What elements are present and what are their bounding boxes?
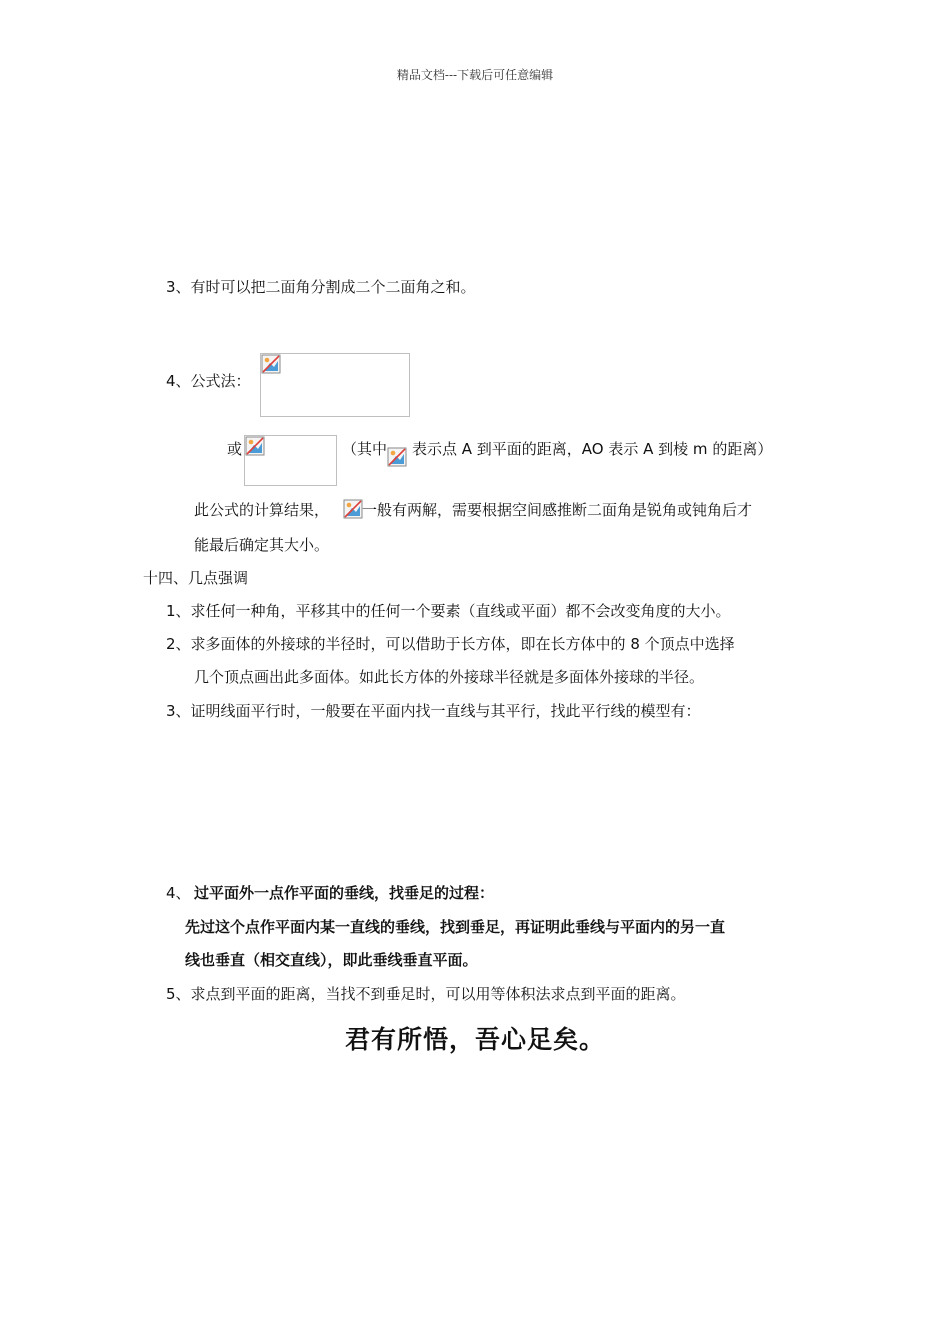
formula-label: 4、公式法： [166,372,251,390]
calc-text-c: 能最后确定其大小。 [194,536,330,554]
point-3: 3、证明线面平行时，一般要在平面内找一直线与其平行，找此平行线的模型有： [166,702,701,720]
inline-image-2 [343,499,363,521]
broken-image-icon [245,436,265,456]
broken-image-icon [343,499,363,519]
page-header: 精品文档---下载后可任意编辑 [396,68,554,82]
formula-image-2 [244,435,337,486]
section-title: 十四、几点强调 [143,569,249,587]
closing-line: 君有所悟，吾心足矣。 [344,1025,605,1054]
paren-text-b: 表示点 A 到平面的距离，AO 表示 A 到棱 m 的距离） [412,440,773,458]
calc-text-a: 此公式的计算结果， [194,501,330,519]
broken-image-icon [387,447,407,467]
calc-text-b: 一般有两解，需要根据空间感推断二面角是锐角或钝角后才 [362,501,753,519]
or-text: 或 [227,440,243,458]
point-4 [194,882,494,904]
point-1: 1、求任何一种角，平移其中的任何一个要素（直线或平面）都不会改变角度的大小。 [166,602,731,620]
paren-text-a: （其中 [342,440,388,458]
broken-image-icon [261,354,281,374]
point-2: 2、求多面体的外接球的半径时，可以借助于长方体，即在长方体中的 8 个顶点中选择 [166,635,735,653]
item-3: 3、有时可以把二面角分割成二个二面角之和。 [166,278,476,296]
point-4-num: 4、 [166,884,191,902]
point-4-text: 过平面外一点作平面的垂线，找垂足的过程： [194,884,495,902]
formula-image-1 [260,353,410,417]
point-5: 5、求点到平面的距离，当找不到垂足时，可以用等体积法求点到平面的距离。 [166,985,686,1003]
point-4-detail: 先过这个点作平面内某一直线的垂线，找到垂足，再证明此垂线与平面内的另一直 [185,918,726,936]
inline-image-1 [387,447,409,473]
point-2-cont: 几个顶点画出此多面体。如此长方体的外接球半径就是多面体外接球的半径。 [194,668,705,686]
point-4-detail-cont: 线也垂直（相交直线），即此垂线垂直平面。 [185,951,478,969]
